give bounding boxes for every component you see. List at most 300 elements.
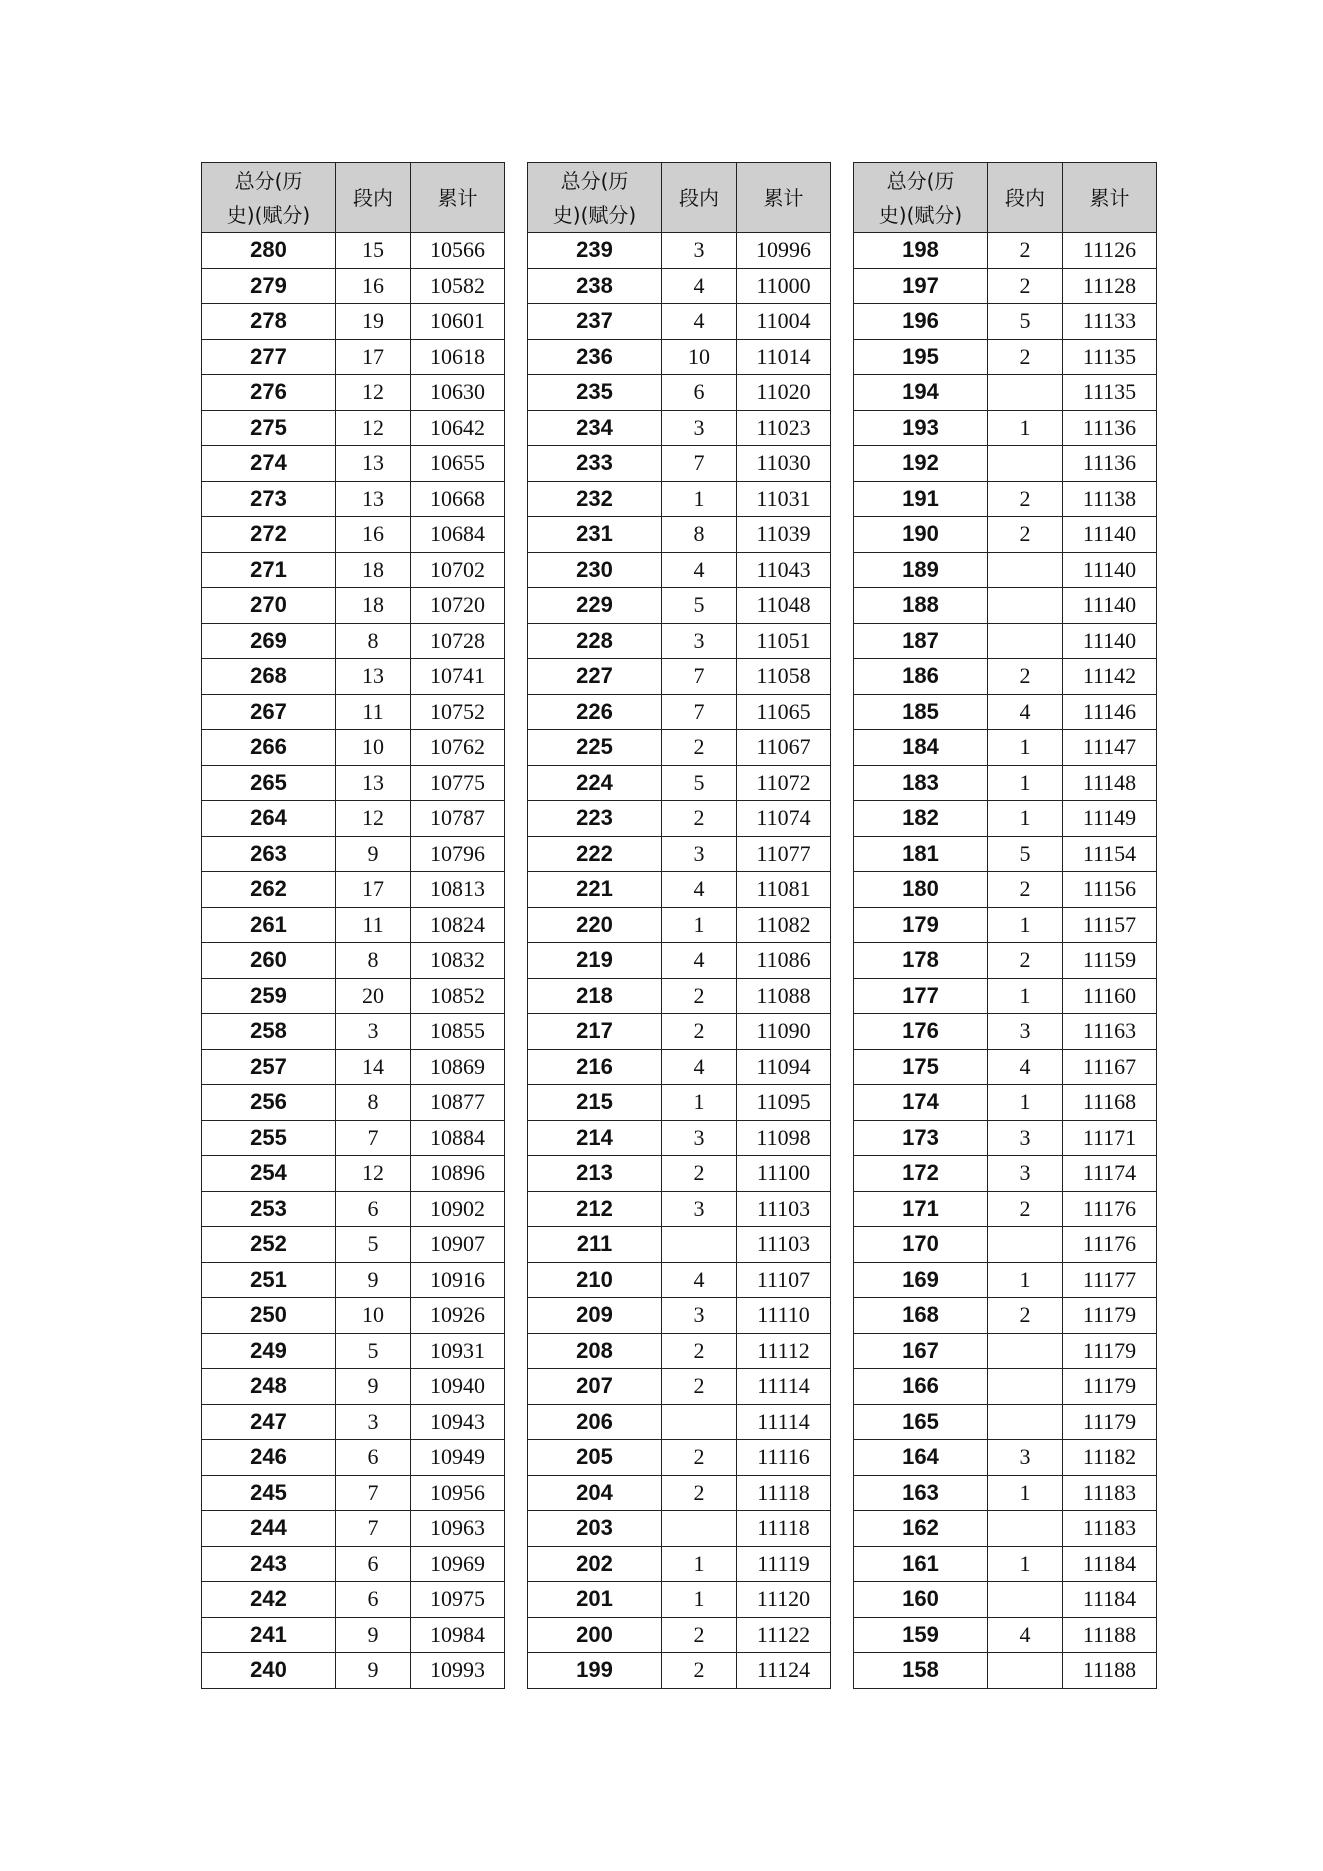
score-cell: 257 [202, 1049, 336, 1085]
count-cell: 2 [662, 1440, 737, 1476]
cumulative-cell: 11146 [1063, 694, 1157, 730]
table-row [854, 1617, 1157, 1653]
cumulative-cell: 10940 [411, 1369, 505, 1405]
cumulative-cell: 10582 [411, 268, 505, 304]
count-cell [662, 1404, 737, 1440]
cumulative-cell: 11136 [1063, 446, 1157, 482]
count-cell: 2 [988, 1298, 1063, 1334]
count-cell: 7 [662, 659, 737, 695]
cumulative-cell: 11179 [1063, 1404, 1157, 1440]
cumulative-cell: 11088 [737, 978, 831, 1014]
score-cell: 279 [202, 268, 336, 304]
count-cell: 5 [988, 836, 1063, 872]
cumulative-cell: 11122 [737, 1617, 831, 1653]
score-cell: 260 [202, 943, 336, 979]
score-cell: 189 [854, 552, 988, 588]
count-cell [988, 1333, 1063, 1369]
table-row [528, 1511, 831, 1547]
count-cell: 12 [336, 1156, 411, 1192]
count-cell [988, 1582, 1063, 1618]
table-row [528, 446, 831, 482]
count-cell: 1 [662, 1085, 737, 1121]
cumulative-cell: 11157 [1063, 907, 1157, 943]
cumulative-cell: 11082 [737, 907, 831, 943]
cumulative-cell: 10832 [411, 943, 505, 979]
cumulative-cell: 11094 [737, 1049, 831, 1085]
count-cell: 2 [988, 943, 1063, 979]
score-cell: 226 [528, 694, 662, 730]
table-row [854, 765, 1157, 801]
cumulative-cell: 11156 [1063, 872, 1157, 908]
table-row [528, 694, 831, 730]
cumulative-cell: 11004 [737, 304, 831, 340]
cumulative-cell: 11103 [737, 1191, 831, 1227]
cumulative-cell: 11140 [1063, 552, 1157, 588]
cumulative-cell: 10884 [411, 1120, 505, 1156]
cumulative-cell: 10630 [411, 375, 505, 411]
cumulative-cell: 11160 [1063, 978, 1157, 1014]
cumulative-cell: 11177 [1063, 1262, 1157, 1298]
score-cell: 217 [528, 1014, 662, 1050]
table-header-row [202, 163, 505, 233]
cumulative-cell: 10601 [411, 304, 505, 340]
score-cell: 159 [854, 1617, 988, 1653]
table-row [202, 1440, 505, 1476]
score-cell: 251 [202, 1262, 336, 1298]
table-row [528, 623, 831, 659]
cumulative-cell: 10963 [411, 1511, 505, 1547]
score-cell: 185 [854, 694, 988, 730]
count-cell: 1 [988, 801, 1063, 837]
cumulative-cell: 11072 [737, 765, 831, 801]
count-cell: 7 [662, 446, 737, 482]
cumulative-cell: 10618 [411, 339, 505, 375]
count-cell: 2 [988, 481, 1063, 517]
table-row [202, 1582, 505, 1618]
count-cell: 8 [336, 623, 411, 659]
score-cell: 179 [854, 907, 988, 943]
count-cell: 3 [662, 623, 737, 659]
count-cell: 3 [662, 836, 737, 872]
table-row [854, 730, 1157, 766]
table-row [528, 1085, 831, 1121]
score-cell: 186 [854, 659, 988, 695]
score-cell: 172 [854, 1156, 988, 1192]
count-cell: 9 [336, 1262, 411, 1298]
count-cell: 5 [662, 765, 737, 801]
table-row [854, 1546, 1157, 1582]
cumulative-cell: 11163 [1063, 1014, 1157, 1050]
cumulative-cell: 11138 [1063, 481, 1157, 517]
count-cell: 4 [662, 943, 737, 979]
table-row [528, 765, 831, 801]
header-cumulative: 累计 [411, 163, 505, 233]
count-cell [988, 623, 1063, 659]
cumulative-cell: 11167 [1063, 1049, 1157, 1085]
cumulative-cell: 11086 [737, 943, 831, 979]
cumulative-cell: 11126 [1063, 233, 1157, 269]
table-row [528, 552, 831, 588]
table-row [854, 1227, 1157, 1263]
cumulative-cell: 11168 [1063, 1085, 1157, 1121]
count-cell [988, 1653, 1063, 1689]
count-cell: 2 [662, 801, 737, 837]
cumulative-cell: 11116 [737, 1440, 831, 1476]
count-cell: 18 [336, 588, 411, 624]
count-cell: 4 [662, 1049, 737, 1085]
table-row [854, 694, 1157, 730]
score-cell: 171 [854, 1191, 988, 1227]
table-row [854, 588, 1157, 624]
score-cell: 233 [528, 446, 662, 482]
table-row [202, 1262, 505, 1298]
table-row [202, 1227, 505, 1263]
cumulative-cell: 11183 [1063, 1511, 1157, 1547]
count-cell: 2 [662, 1369, 737, 1405]
count-cell: 4 [662, 872, 737, 908]
count-cell: 12 [336, 375, 411, 411]
cumulative-cell: 10796 [411, 836, 505, 872]
score-cell: 214 [528, 1120, 662, 1156]
score-cell: 239 [528, 233, 662, 269]
count-cell: 3 [336, 1404, 411, 1440]
count-cell: 5 [988, 304, 1063, 340]
cumulative-cell: 10752 [411, 694, 505, 730]
count-cell: 9 [336, 1369, 411, 1405]
cumulative-cell: 11043 [737, 552, 831, 588]
table-row [854, 410, 1157, 446]
score-cell: 227 [528, 659, 662, 695]
count-cell: 1 [988, 410, 1063, 446]
cumulative-cell: 10949 [411, 1440, 505, 1476]
score-cell: 247 [202, 1404, 336, 1440]
count-cell: 2 [662, 1014, 737, 1050]
cumulative-cell: 11188 [1063, 1653, 1157, 1689]
header-count: 段内 [988, 163, 1063, 233]
cumulative-cell: 11014 [737, 339, 831, 375]
cumulative-cell: 11154 [1063, 836, 1157, 872]
cumulative-cell: 10996 [737, 233, 831, 269]
cumulative-cell: 11120 [737, 1582, 831, 1618]
cumulative-cell: 11140 [1063, 623, 1157, 659]
score-cell: 207 [528, 1369, 662, 1405]
table-row [202, 801, 505, 837]
table-row [528, 1653, 831, 1689]
cumulative-cell: 10741 [411, 659, 505, 695]
cumulative-cell: 10852 [411, 978, 505, 1014]
table-row [528, 1440, 831, 1476]
cumulative-cell: 11133 [1063, 304, 1157, 340]
cumulative-cell: 11119 [737, 1546, 831, 1582]
table-row [202, 872, 505, 908]
count-cell: 11 [336, 907, 411, 943]
score-cell: 202 [528, 1546, 662, 1582]
score-cell: 193 [854, 410, 988, 446]
score-cell: 270 [202, 588, 336, 624]
table-row [854, 1653, 1157, 1689]
table-row [854, 978, 1157, 1014]
count-cell: 2 [988, 517, 1063, 553]
table-row [854, 801, 1157, 837]
table-row [854, 481, 1157, 517]
table-row [202, 1546, 505, 1582]
cumulative-cell: 10566 [411, 233, 505, 269]
cumulative-cell: 11090 [737, 1014, 831, 1050]
count-cell: 3 [988, 1120, 1063, 1156]
table-header-row [854, 163, 1157, 233]
table-row [528, 1546, 831, 1582]
count-cell: 3 [662, 233, 737, 269]
count-cell: 6 [662, 375, 737, 411]
score-cell: 191 [854, 481, 988, 517]
count-cell: 7 [336, 1511, 411, 1547]
count-cell: 3 [988, 1440, 1063, 1476]
header-cumulative: 累计 [737, 163, 831, 233]
count-cell: 2 [662, 1333, 737, 1369]
score-cell: 208 [528, 1333, 662, 1369]
table-row [528, 730, 831, 766]
table-row [202, 765, 505, 801]
score-cell: 242 [202, 1582, 336, 1618]
table-row [528, 1617, 831, 1653]
table-row [854, 943, 1157, 979]
count-cell: 2 [662, 1617, 737, 1653]
score-cell: 269 [202, 623, 336, 659]
count-cell: 5 [336, 1227, 411, 1263]
table-row [854, 659, 1157, 695]
count-cell: 2 [662, 978, 737, 1014]
score-cell: 180 [854, 872, 988, 908]
cumulative-cell: 10975 [411, 1582, 505, 1618]
table-row [202, 1049, 505, 1085]
score-cell: 195 [854, 339, 988, 375]
table-row [202, 1617, 505, 1653]
cumulative-cell: 11124 [737, 1653, 831, 1689]
score-cell: 228 [528, 623, 662, 659]
cumulative-cell: 10813 [411, 872, 505, 908]
count-cell: 8 [336, 943, 411, 979]
table-row [202, 1404, 505, 1440]
count-cell: 2 [988, 339, 1063, 375]
score-cell: 209 [528, 1298, 662, 1334]
table-row [528, 517, 831, 553]
table-row [202, 1014, 505, 1050]
cumulative-cell: 11182 [1063, 1440, 1157, 1476]
count-cell: 16 [336, 268, 411, 304]
score-cell: 200 [528, 1617, 662, 1653]
count-cell: 5 [662, 588, 737, 624]
cumulative-cell: 11147 [1063, 730, 1157, 766]
count-cell: 1 [988, 730, 1063, 766]
table-row [854, 1014, 1157, 1050]
table-row [528, 1049, 831, 1085]
count-cell: 2 [662, 1475, 737, 1511]
score-cell: 268 [202, 659, 336, 695]
table-row [528, 268, 831, 304]
count-cell: 1 [988, 765, 1063, 801]
count-cell: 1 [662, 1582, 737, 1618]
score-cell: 250 [202, 1298, 336, 1334]
score-cell: 170 [854, 1227, 988, 1263]
score-cell: 158 [854, 1653, 988, 1689]
table-header-row [528, 163, 831, 233]
score-cell: 182 [854, 801, 988, 837]
cumulative-cell: 11107 [737, 1262, 831, 1298]
cumulative-cell: 10896 [411, 1156, 505, 1192]
count-cell [988, 1511, 1063, 1547]
cumulative-cell: 11149 [1063, 801, 1157, 837]
score-cell: 219 [528, 943, 662, 979]
count-cell: 1 [988, 978, 1063, 1014]
score-cell: 173 [854, 1120, 988, 1156]
table-row [528, 1227, 831, 1263]
score-cell: 225 [528, 730, 662, 766]
cumulative-cell: 11135 [1063, 339, 1157, 375]
count-cell: 19 [336, 304, 411, 340]
score-table-2 [527, 162, 831, 1689]
cumulative-cell: 11048 [737, 588, 831, 624]
table-row [202, 481, 505, 517]
score-table-3 [853, 162, 1157, 1689]
score-cell: 252 [202, 1227, 336, 1263]
count-cell: 10 [336, 1298, 411, 1334]
count-cell [988, 1404, 1063, 1440]
score-cell: 264 [202, 801, 336, 837]
score-cell: 166 [854, 1369, 988, 1405]
cumulative-cell: 10668 [411, 481, 505, 517]
score-cell: 237 [528, 304, 662, 340]
score-cell: 205 [528, 1440, 662, 1476]
cumulative-cell: 11118 [737, 1475, 831, 1511]
count-cell: 12 [336, 410, 411, 446]
score-cell: 163 [854, 1475, 988, 1511]
count-cell: 6 [336, 1440, 411, 1476]
score-cell: 259 [202, 978, 336, 1014]
cumulative-cell: 11051 [737, 623, 831, 659]
score-cell: 221 [528, 872, 662, 908]
count-cell: 13 [336, 446, 411, 482]
table-row [202, 339, 505, 375]
cumulative-cell: 11114 [737, 1369, 831, 1405]
cumulative-cell: 11030 [737, 446, 831, 482]
table-row [528, 233, 831, 269]
cumulative-cell: 11065 [737, 694, 831, 730]
table-row [528, 375, 831, 411]
cumulative-cell: 10824 [411, 907, 505, 943]
score-cell: 222 [528, 836, 662, 872]
table-row [202, 730, 505, 766]
cumulative-cell: 10907 [411, 1227, 505, 1263]
count-cell: 3 [662, 1120, 737, 1156]
score-cell: 253 [202, 1191, 336, 1227]
score-cell: 168 [854, 1298, 988, 1334]
score-cell: 248 [202, 1369, 336, 1405]
count-cell: 2 [988, 872, 1063, 908]
score-cell: 240 [202, 1653, 336, 1689]
score-cell: 215 [528, 1085, 662, 1121]
cumulative-cell: 11135 [1063, 375, 1157, 411]
count-cell [662, 1511, 737, 1547]
score-cell: 238 [528, 268, 662, 304]
table-row [854, 339, 1157, 375]
score-cell: 211 [528, 1227, 662, 1263]
table-row [528, 1475, 831, 1511]
header-score: 总分(历 史)(赋分) [202, 163, 336, 233]
score-cell: 201 [528, 1582, 662, 1618]
count-cell: 9 [336, 836, 411, 872]
table-row [202, 836, 505, 872]
cumulative-cell: 11159 [1063, 943, 1157, 979]
count-cell: 17 [336, 339, 411, 375]
score-cell: 199 [528, 1653, 662, 1689]
cumulative-cell: 11039 [737, 517, 831, 553]
table-row [528, 872, 831, 908]
cumulative-cell: 11112 [737, 1333, 831, 1369]
table-row [202, 1120, 505, 1156]
count-cell: 2 [988, 233, 1063, 269]
count-cell: 7 [662, 694, 737, 730]
cumulative-cell: 10916 [411, 1262, 505, 1298]
score-cell: 184 [854, 730, 988, 766]
count-cell: 7 [336, 1120, 411, 1156]
table-row [854, 1120, 1157, 1156]
cumulative-cell: 11184 [1063, 1582, 1157, 1618]
count-cell: 1 [988, 1085, 1063, 1121]
table-row [528, 943, 831, 979]
count-cell: 9 [336, 1617, 411, 1653]
table-row [202, 907, 505, 943]
score-cell: 267 [202, 694, 336, 730]
score-cell: 275 [202, 410, 336, 446]
cumulative-cell: 11140 [1063, 588, 1157, 624]
cumulative-cell: 11077 [737, 836, 831, 872]
table-row [202, 1156, 505, 1192]
cumulative-cell: 11000 [737, 268, 831, 304]
cumulative-cell: 11067 [737, 730, 831, 766]
count-cell: 9 [336, 1653, 411, 1689]
count-cell: 4 [988, 1617, 1063, 1653]
score-cell: 278 [202, 304, 336, 340]
count-cell: 15 [336, 233, 411, 269]
count-cell: 12 [336, 801, 411, 837]
count-cell: 2 [988, 268, 1063, 304]
table-row [202, 233, 505, 269]
table-row [202, 943, 505, 979]
cumulative-cell: 11184 [1063, 1546, 1157, 1582]
table-row [854, 304, 1157, 340]
score-cell: 161 [854, 1546, 988, 1582]
cumulative-cell: 11100 [737, 1156, 831, 1192]
score-cell: 274 [202, 446, 336, 482]
table-row [854, 1156, 1157, 1192]
cumulative-cell: 11179 [1063, 1298, 1157, 1334]
table-row [854, 1298, 1157, 1334]
count-cell: 1 [988, 907, 1063, 943]
count-cell: 5 [336, 1333, 411, 1369]
table-row [854, 1191, 1157, 1227]
table-row [528, 304, 831, 340]
score-cell: 218 [528, 978, 662, 1014]
table-row [202, 623, 505, 659]
table-row [202, 588, 505, 624]
cumulative-cell: 11176 [1063, 1191, 1157, 1227]
table-row [528, 801, 831, 837]
cumulative-cell: 10684 [411, 517, 505, 553]
count-cell: 3 [336, 1014, 411, 1050]
score-cell: 223 [528, 801, 662, 837]
score-cell: 263 [202, 836, 336, 872]
cumulative-cell: 11179 [1063, 1333, 1157, 1369]
